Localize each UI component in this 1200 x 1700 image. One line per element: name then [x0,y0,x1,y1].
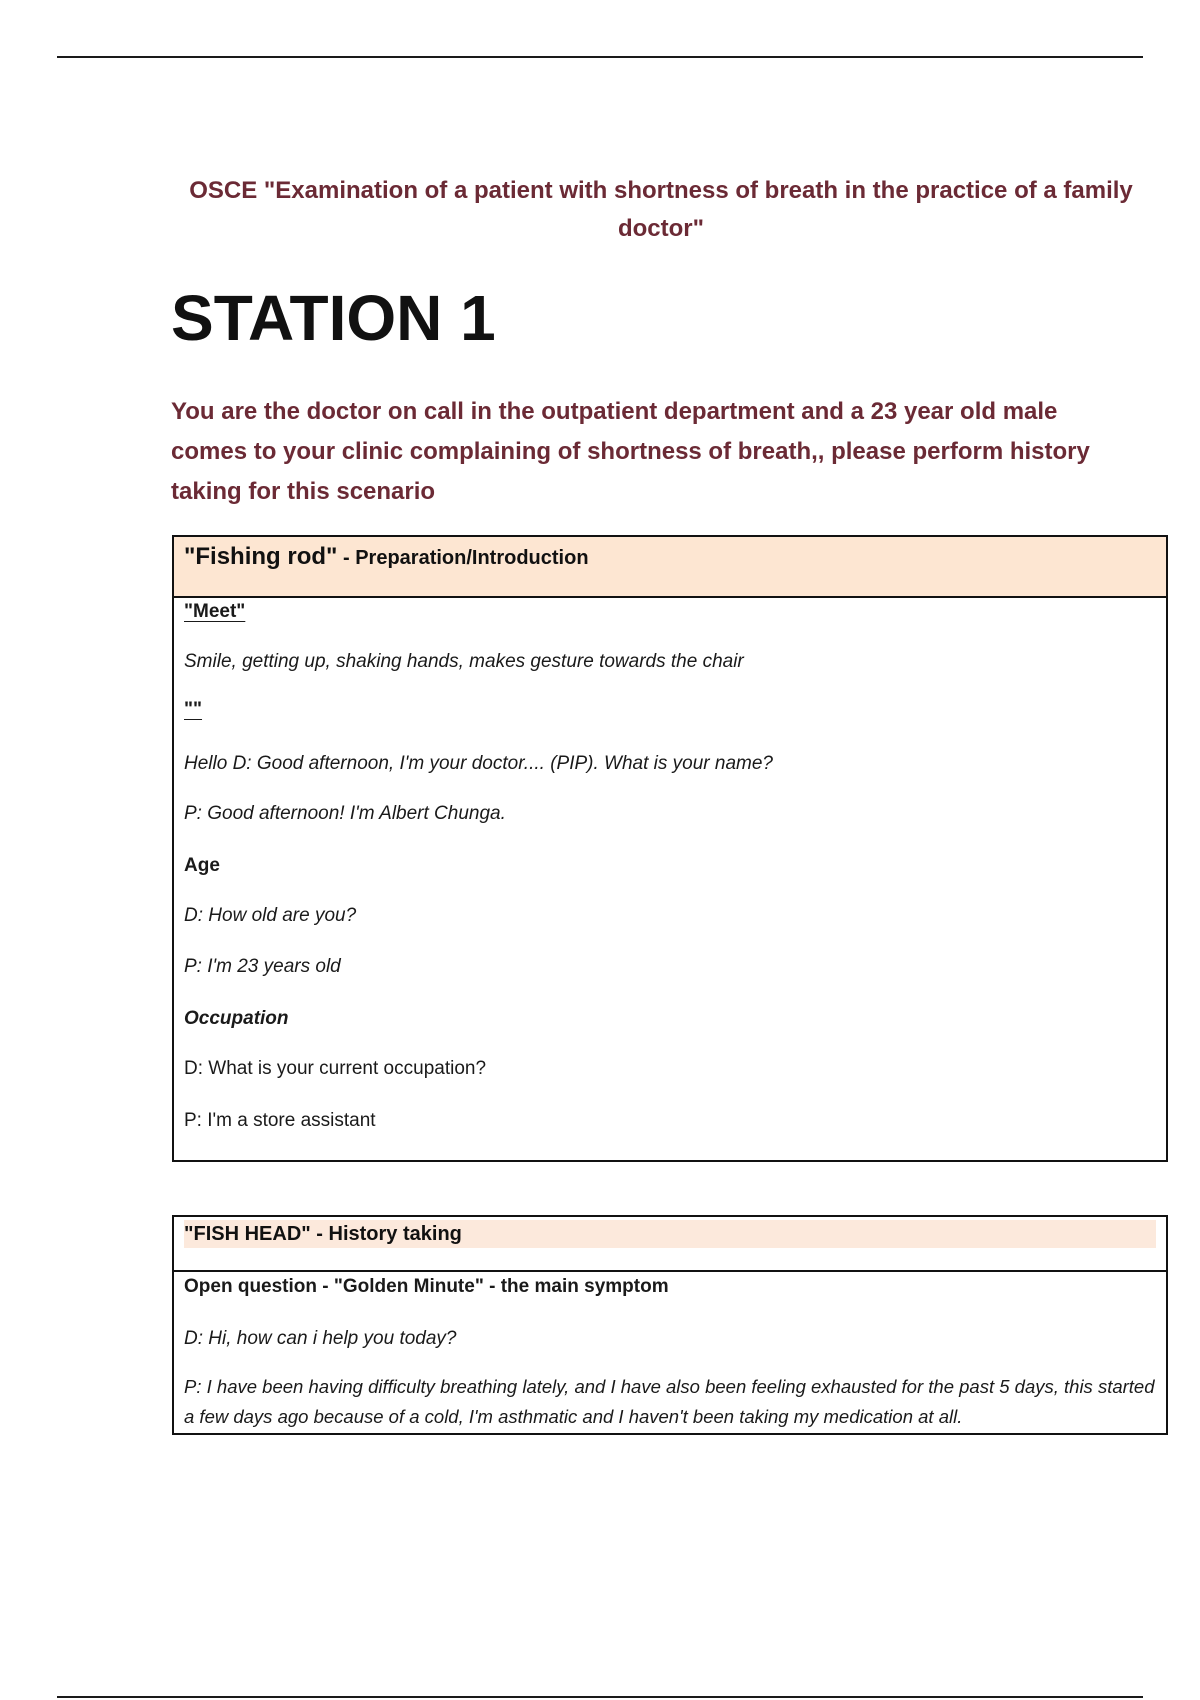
age-answer: P: I'm 23 years old [184,956,341,977]
section-fishing-rod-header [174,537,1166,598]
station-heading: STATION 1 [171,282,496,354]
document-title: OSCE "Examination of a patient with shortness of breath in the practice of a family doctor" [189,177,1133,242]
meet-text: Smile, getting up, shaking hands, makes gesture towards the chair [184,651,744,672]
section-fish-head-header [174,1217,1166,1272]
open-question-label: Open question - "Golden Minute" - the main symptom [184,1276,669,1297]
age-label: Age [184,855,220,876]
doctor-question: D: Hi, how can i help you today? [184,1328,457,1349]
age-question: D: How old are you? [184,905,357,926]
greeting-line: Hello D: Good afternoon, I'm your doctor.... (PIP). What is your name? [184,753,773,774]
top-rule [57,56,1143,58]
scenario-text: You are the doctor on call in the outpatient department and a 23 year old male comes to your clinic complaining of shortness of breath,, please perform history taking for this scenario [171,398,1090,505]
section-fishing-rod-subtitle: - Preparation/Introduction [337,547,589,569]
patient-name-line: P: Good afternoon! I'm Albert Chunga. [184,803,506,824]
section-fishing-rod [172,535,1168,1162]
occupation-answer: P: I'm a store assistant [184,1110,376,1131]
occupation-label: Occupation [184,1008,289,1029]
quote-mark: "" [184,699,203,720]
bottom-rule [57,1696,1143,1698]
section-fishing-rod-title: "Fishing rod" [184,543,338,570]
section-fish-head-title: "FISH HEAD" - History taking [184,1220,1156,1248]
patient-answer: P: I have been having difficulty breathing lately, and I have also been feeling exhausted for the past 5 days, this started a few days ago because of a cold, I'm asthmatic and I haven't been taking my medication at all. [184,1376,1155,1427]
meet-label: "Meet" [184,601,246,622]
occupation-question: D: What is your current occupation? [184,1058,487,1079]
section-fish-head [172,1215,1168,1435]
